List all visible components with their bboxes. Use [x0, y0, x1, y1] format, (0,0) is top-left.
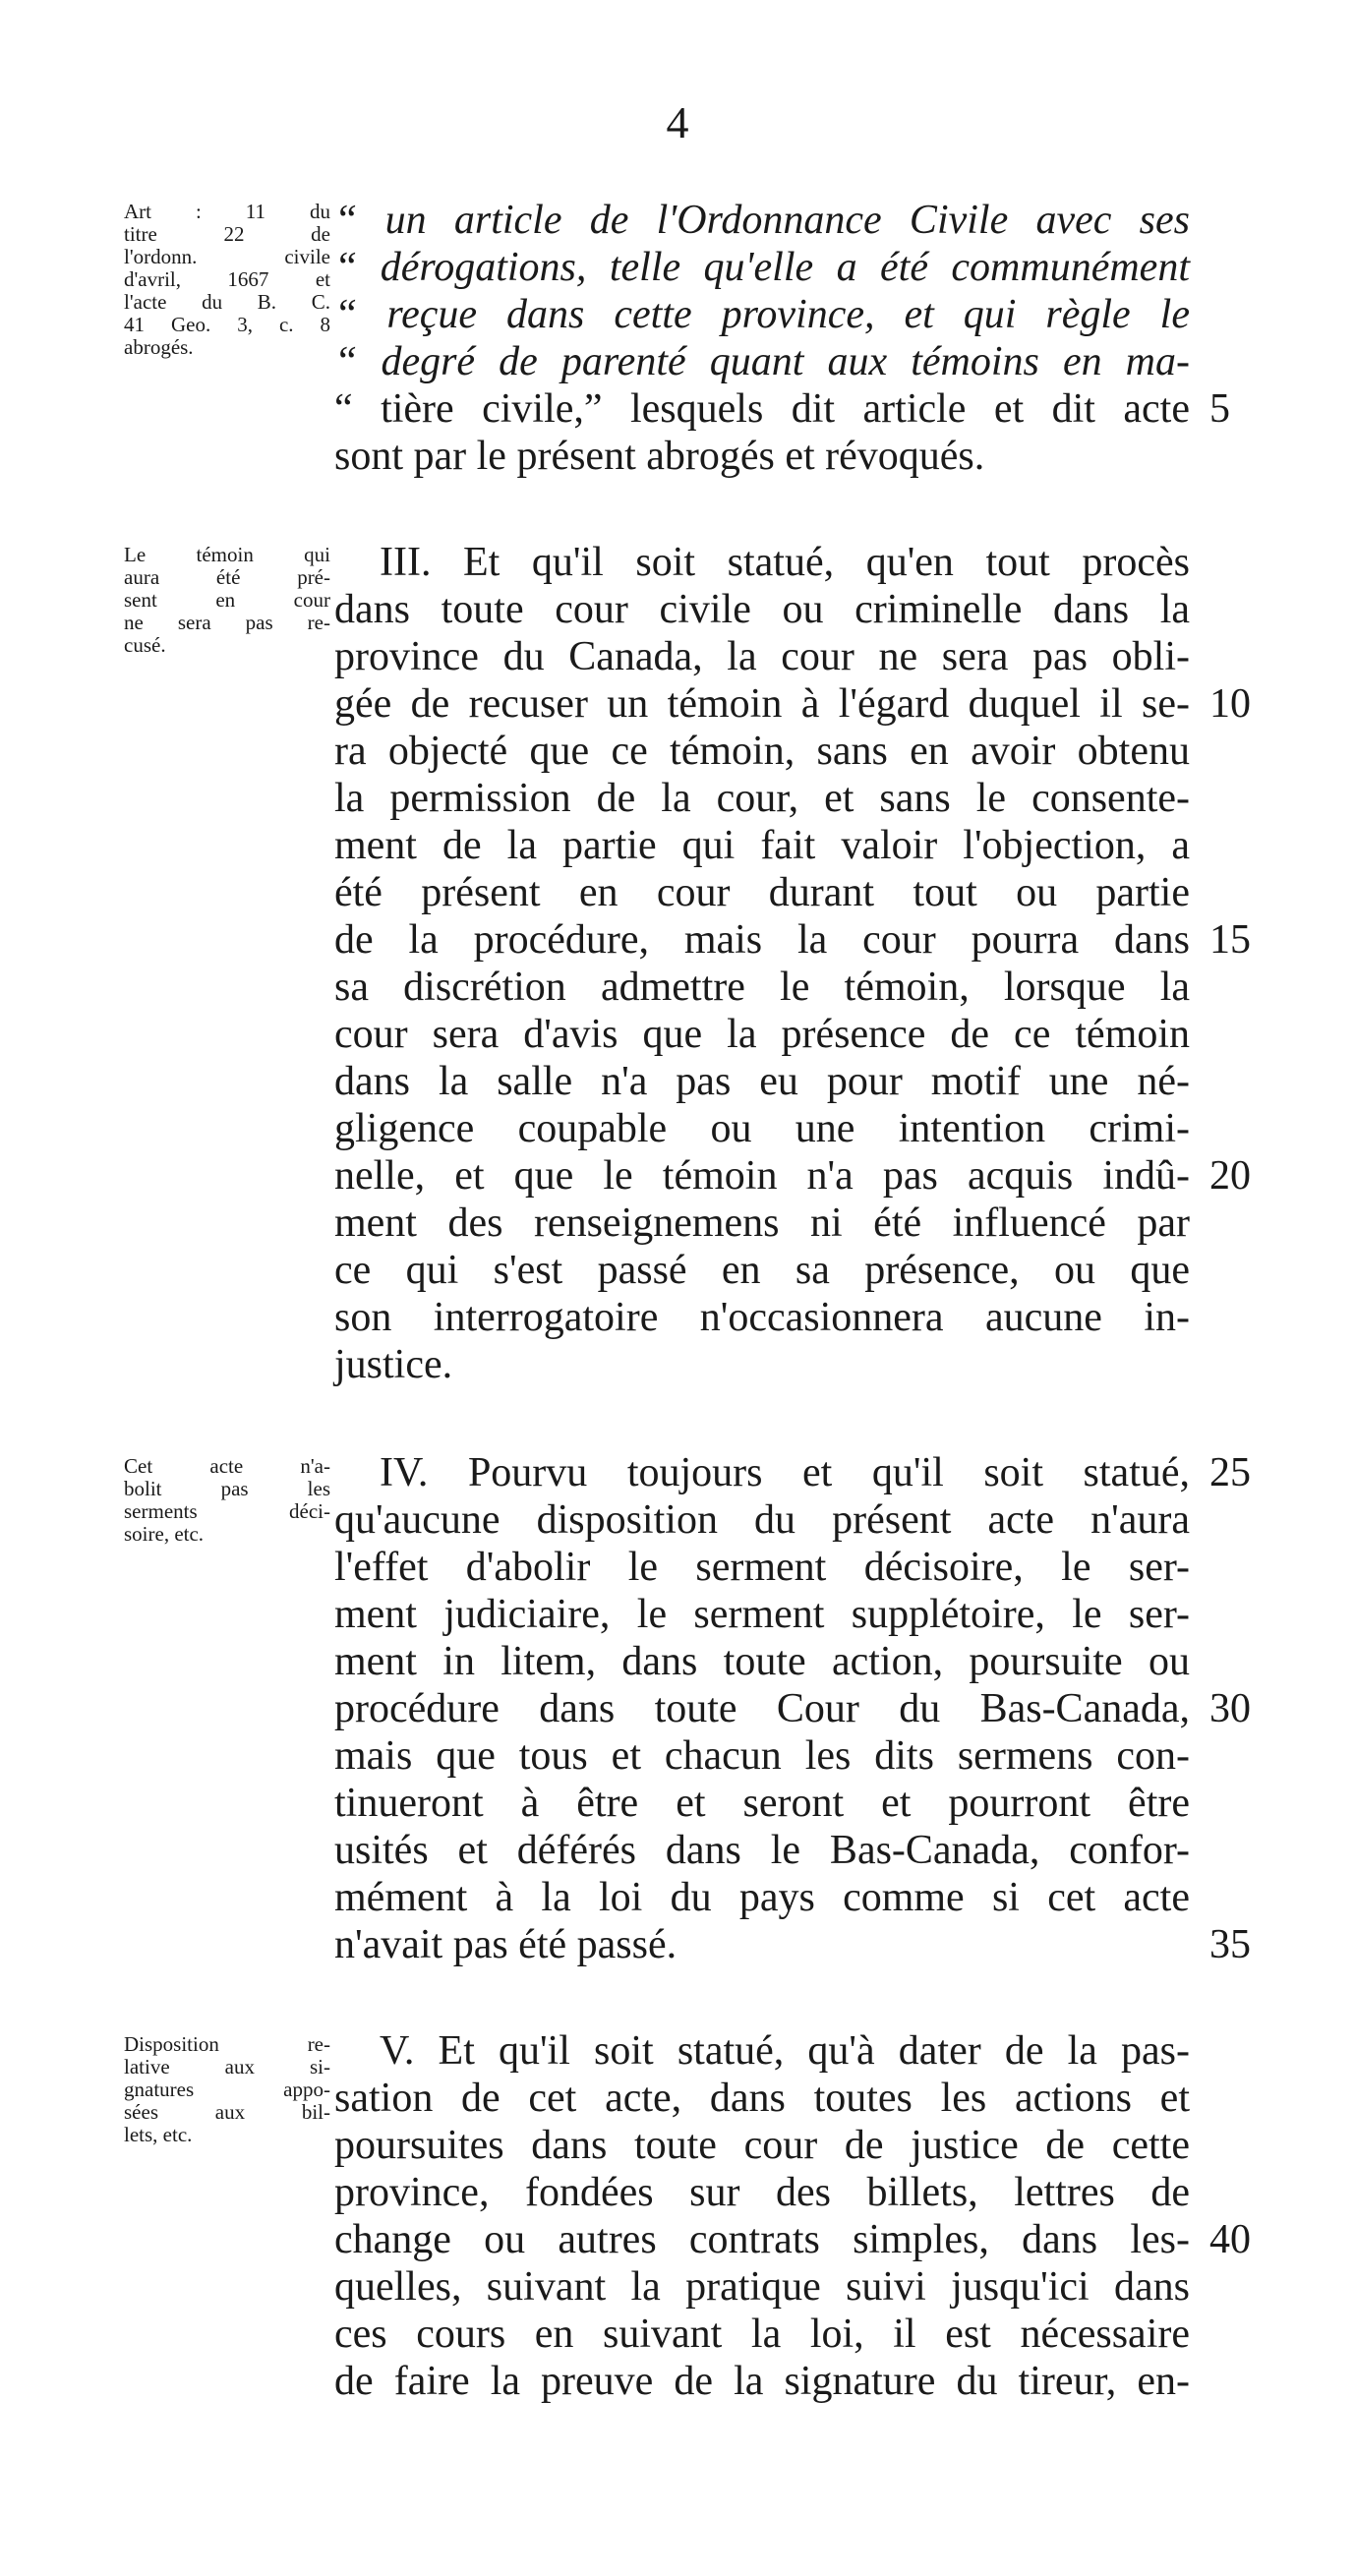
text-line: sation de cet acte, dans toutes les actions et — [334, 2076, 1190, 2121]
text-line: gligence coupable ou une intention crimi- — [334, 1106, 1190, 1151]
text-line: mément à la loi du pays comme si cet acte — [334, 1875, 1190, 1920]
line-number: 25 — [1209, 1450, 1251, 1495]
line-number: 35 — [1209, 1922, 1251, 1967]
margin-note-line: Disposition re- — [124, 2032, 330, 2056]
margin-note-line: aura été pré- — [124, 565, 330, 589]
text-line: qu'aucune disposition du présent acte n'aura — [334, 1497, 1190, 1543]
text-line: de la procédure, mais la cour pourra dans — [334, 917, 1190, 963]
text-line: ce qui s'est passé en sa présence, ou que — [334, 1248, 1190, 1293]
text-line: son interrogatoire n'occasionnera aucune in- — [334, 1295, 1190, 1340]
line-number: 30 — [1209, 1686, 1251, 1731]
line-number: 10 — [1209, 681, 1251, 727]
text-line: ment de la partie qui fait valoir l'objection, a — [334, 823, 1190, 868]
margin-note-line: Art : 11 du — [124, 200, 330, 223]
text-line: V. Et qu'il soit statué, qu'à dater de la pas- — [380, 2028, 1190, 2074]
line-number: 5 — [1209, 386, 1230, 432]
text-line: “ reçue dans cette province, et qui règle le — [334, 292, 1190, 337]
text-line: gée de recuser un témoin à l'égard duquel il se- — [334, 681, 1190, 727]
margin-note-line: Cet acte n'a- — [124, 1454, 330, 1478]
margin-note-line: abrogés. — [124, 335, 194, 359]
text-line: de faire la preuve de la signature du tireur, en- — [334, 2359, 1190, 2404]
margin-note-line: lative aux si- — [124, 2055, 330, 2078]
text-line: procédure dans toute Cour du Bas-Canada, — [334, 1686, 1190, 1731]
text-line: sont par le présent abrogés et révoqués. — [334, 434, 985, 479]
margin-note-line: l'ordonn. civile — [124, 245, 330, 268]
text-line: quelles, suivant la pratique suivi jusqu'ici dans — [334, 2264, 1190, 2310]
margin-note-line: ne sera pas re- — [124, 611, 330, 634]
text-line: “ un article de l'Ordonnance Civile avec ses — [334, 198, 1190, 243]
text-line: dans la salle n'a pas eu pour motif une né- — [334, 1059, 1190, 1104]
text-line: ra objecté que ce témoin, sans en avoir obtenu — [334, 729, 1190, 774]
margin-note-line: titre 22 de — [124, 222, 330, 246]
text-line: “ dérogations, telle qu'elle a été communément — [334, 245, 1190, 290]
text-line: dans toute cour civile ou criminelle dans la — [334, 587, 1190, 632]
line-number: 15 — [1209, 917, 1251, 963]
text-line: ment in litem, dans toute action, poursuite ou — [334, 1639, 1190, 1684]
text-line: cour sera d'avis que la présence de ce témoin — [334, 1012, 1190, 1057]
text-line: poursuites dans toute cour de justice de cette — [334, 2123, 1190, 2168]
page-number: 4 — [666, 97, 689, 147]
text-line: été présent en cour durant tout ou partie — [334, 870, 1190, 915]
text-line: IV. Pourvu toujours et qu'il soit statué, — [380, 1450, 1190, 1495]
text-line: tinueront à être et seront et pourront être — [334, 1781, 1190, 1826]
margin-note-line: sées aux bil- — [124, 2100, 330, 2124]
text-line: III. Et qu'il soit statué, qu'en tout procès — [380, 540, 1190, 585]
text-line: l'effet d'abolir le serment décisoire, le ser- — [334, 1545, 1190, 1590]
text-line: “ tière civile,” lesquels dit article et dit acte — [334, 386, 1190, 432]
margin-note-line: lets, etc. — [124, 2123, 193, 2146]
margin-note-line: d'avril, 1667 et — [124, 267, 330, 291]
text-line: “ degré de parenté quant aux témoins en ma- — [334, 339, 1190, 384]
margin-note-line: Le témoin qui — [124, 543, 330, 566]
text-line: ment judiciaire, le serment supplétoire, le ser- — [334, 1592, 1190, 1637]
line-number: 20 — [1209, 1153, 1251, 1199]
text-line: la permission de la cour, et sans le consente- — [334, 776, 1190, 821]
margin-note-line: soire, etc. — [124, 1522, 205, 1546]
margin-note-line: serments déci- — [124, 1499, 330, 1523]
text-line: sa discrétion admettre le témoin, lorsque la — [334, 965, 1190, 1010]
line-number: 40 — [1209, 2217, 1251, 2262]
text-line: province, fondées sur des billets, lettres de — [334, 2170, 1190, 2215]
margin-note-line: 41 Geo. 3, c. 8 — [124, 313, 330, 336]
text-line: ment des renseignemens ni été influencé par — [334, 1200, 1190, 1246]
text-line: province du Canada, la cour ne sera pas obli- — [334, 634, 1190, 679]
margin-note-line: bolit pas les — [124, 1477, 330, 1500]
text-line: justice. — [334, 1342, 453, 1387]
margin-note-line: l'acte du B. C. — [124, 290, 330, 314]
text-line: ces cours en suivant la loi, il est nécessaire — [334, 2312, 1190, 2357]
margin-note-line: cusé. — [124, 633, 166, 657]
margin-note-line: sent en cour — [124, 588, 330, 612]
text-line: n'avait pas été passé. — [334, 1922, 678, 1967]
text-line: mais que tous et chacun les dits sermens con- — [334, 1733, 1190, 1779]
text-line: change ou autres contrats simples, dans les- — [334, 2217, 1190, 2262]
text-line: nelle, et que le témoin n'a pas acquis indû- — [334, 1153, 1190, 1199]
margin-note-line: gnatures appo- — [124, 2078, 330, 2101]
text-line: usités et déférés dans le Bas-Canada, confor- — [334, 1828, 1190, 1873]
